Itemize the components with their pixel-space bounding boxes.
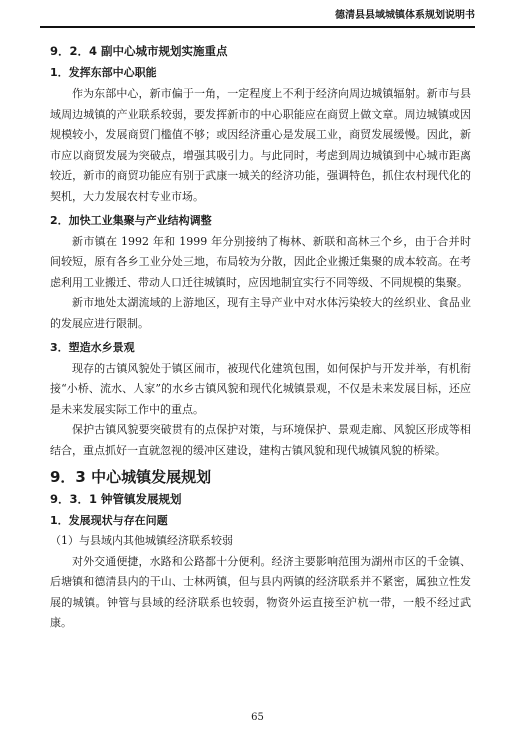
section-heading: 9．3．1 钟管镇发展规划 [50, 491, 182, 506]
numbered-subheading: （1）与县域内其他城镇经济联系较弱 [50, 533, 233, 547]
subsection-heading: 2．加快工业集聚与产业结构调整 [50, 213, 212, 227]
page-body [50, 40, 471, 634]
page-number: 65 [251, 712, 264, 723]
paragraph: 作为东部中心，新市偏于一角，一定程度上不利于经济向周边城镇辐射。新市与县域周边城镇的产业联系较弱，要发挥新市的中心职能应在商贸上做文章。周边城镇或因规模较小，发展商贸门槛值不够；或因经济重心是发展工业，商贸发展缓慢。因此，新市应以商贸发展为突破点，增强其吸引力。与此同时，考虑到周边城镇到中心城市距离较近，新市的商贸功能应有别于武康一城关的经济功能，强调特色，抓住农村现代化的契机，大力发展农村专业市场。 [50, 87, 471, 203]
subsection-heading: 1．发挥东部中心职能 [50, 66, 157, 79]
subsection-heading: 1．发展现状与存在问题 [50, 513, 168, 527]
page-header: 德清县县域城镇体系规划说明书 [40, 6, 475, 28]
paragraph: 对外交通便捷，水路和公路都十分便利。经济主要影响范围为湖州市区的千金镇、后塘镇和德清县内的干山、士林两镇，但与县内两镇的经济联系并不紧密，属独立性发展的城镇。钟管与县域的经济联系也较弱，物资外运直接至沪杭一带，一般不经过武康。 [50, 554, 471, 630]
paragraph: 新市地处太湖流域的上游地区，现有主导产业中对水体污染较大的丝织业、食品业的发展应进行限制。 [50, 296, 471, 330]
paragraph: 现存的古镇风貌处于镇区闹市，被现代化建筑包围，如何保护与开发并举，有机衔接“小桥、流水、人家”的水乡古镇风貌和现代化城镇景观，不仅是未来发展目标，还应是未来发展实际工作中的重点。 [50, 361, 471, 416]
paragraph: 新市镇在 1992 年和 1999 年分别接纳了梅林、新联和高林三个乡，由于合并时间较短，原有各乡工业分处三地，布局较为分散，因此企业搬迁集聚的成本较高。在考虑利用工业搬迁、带动人口迁往城镇时，应因地制宜实行不同等级、不同规模的集聚。 [50, 234, 471, 289]
subsection-heading: 3．塑造水乡景观 [50, 340, 135, 354]
paragraph: 保护古镇风貌要突破贯有的点保护对策，与环境保护、景观走廊、风貌区形成等相结合，重点抓好一直就忽视的缓冲区建设，建构古镇风貌和现代城镇风貌的桥梁。 [50, 423, 471, 457]
section-heading: 9．2．4 副中心城市规划实施重点 [50, 44, 228, 58]
chapter-heading: 9．3 中心城镇发展规划 [50, 467, 212, 486]
